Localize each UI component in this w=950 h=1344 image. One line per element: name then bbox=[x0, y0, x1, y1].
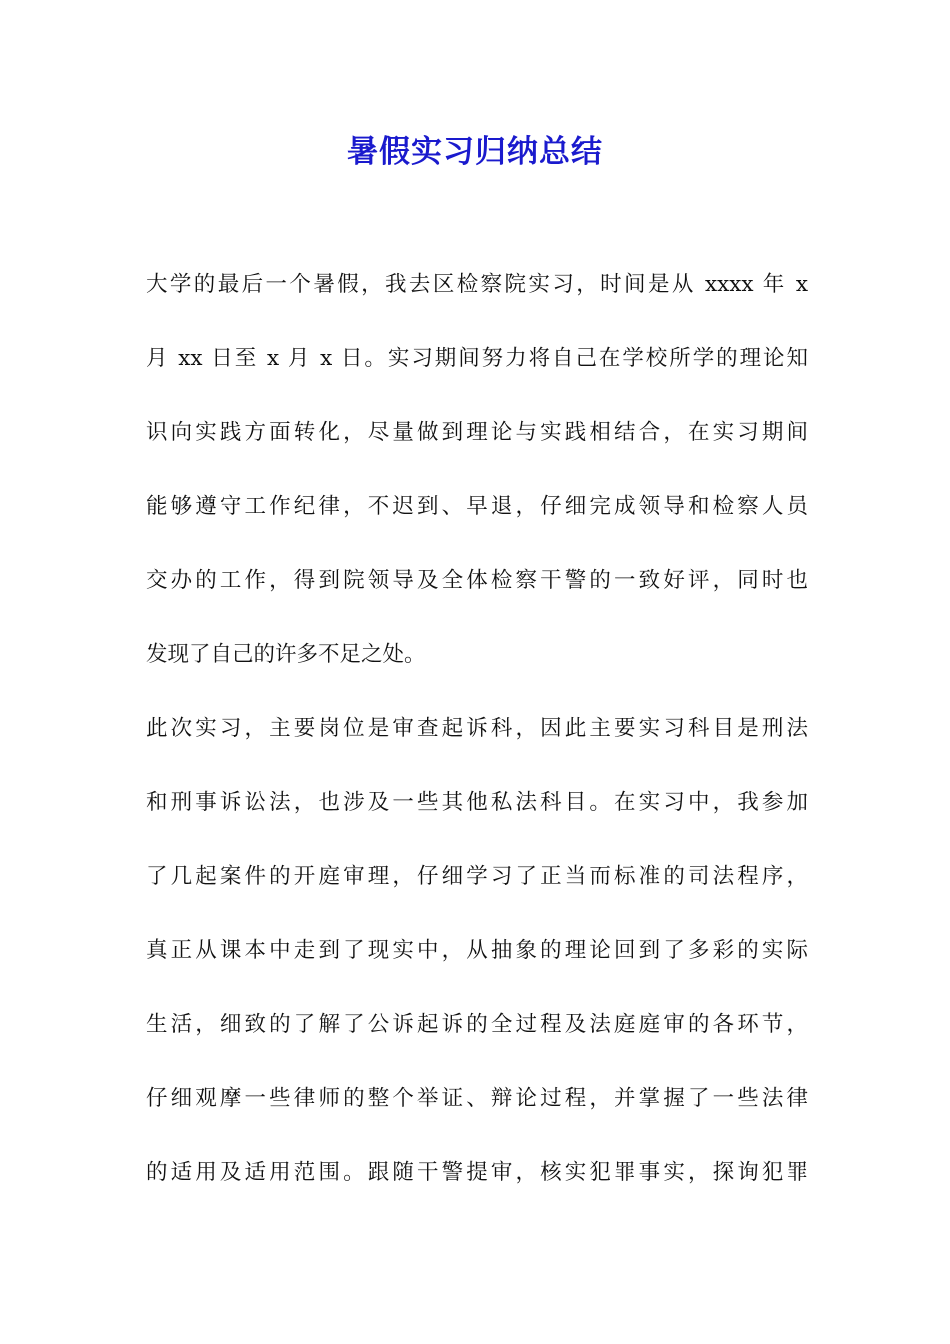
paragraph-2-line-6: 仔细观摩一些律师的整个举证、辩论过程，并掌握了一些法律 bbox=[146, 1086, 808, 1111]
document-body bbox=[146, 248, 808, 1210]
paragraph-1-line-5: 交办的工作，得到院领导及全体检察干警的一致好评，同时也 bbox=[146, 568, 808, 593]
paragraph-1-line-6: 发现了自己的许多不足之处。 bbox=[146, 642, 426, 667]
paragraph-2-line-4: 真正从课本中走到了现实中，从抽象的理论回到了多彩的实际 bbox=[146, 938, 808, 963]
paragraph-1-line-1: 大学的最后一个暑假，我去区检察院实习，时间是从 xxxx 年 x bbox=[146, 272, 808, 297]
paragraph-2-line-5: 生活，细致的了解了公诉起诉的全过程及法庭庭审的各环节， bbox=[146, 1012, 808, 1037]
paragraph-2-line-2: 和刑事诉讼法，也涉及一些其他私法科目。在实习中，我参加 bbox=[146, 790, 808, 815]
paragraph-1-line-4: 能够遵守工作纪律，不迟到、早退，仔细完成领导和检察人员 bbox=[146, 494, 808, 519]
document-title: 暑假实习归纳总结 bbox=[347, 134, 603, 170]
paragraph-2-line-7: 的适用及适用范围。跟随干警提审，核实犯罪事实，探询犯罪 bbox=[146, 1160, 808, 1185]
paragraph-1-line-2: 月 xx 日至 x 月 x 日。实习期间努力将自己在学校所学的理论知 bbox=[146, 346, 808, 371]
paragraph-1-line-3: 识向实践方面转化，尽量做到理论与实践相结合，在实习期间 bbox=[146, 420, 808, 445]
paragraph-2-line-3: 了几起案件的开庭审理，仔细学习了正当而标准的司法程序， bbox=[146, 864, 808, 889]
paragraph-2-line-1: 此次实习，主要岗位是审查起诉科，因此主要实习科目是刑法 bbox=[146, 716, 808, 741]
